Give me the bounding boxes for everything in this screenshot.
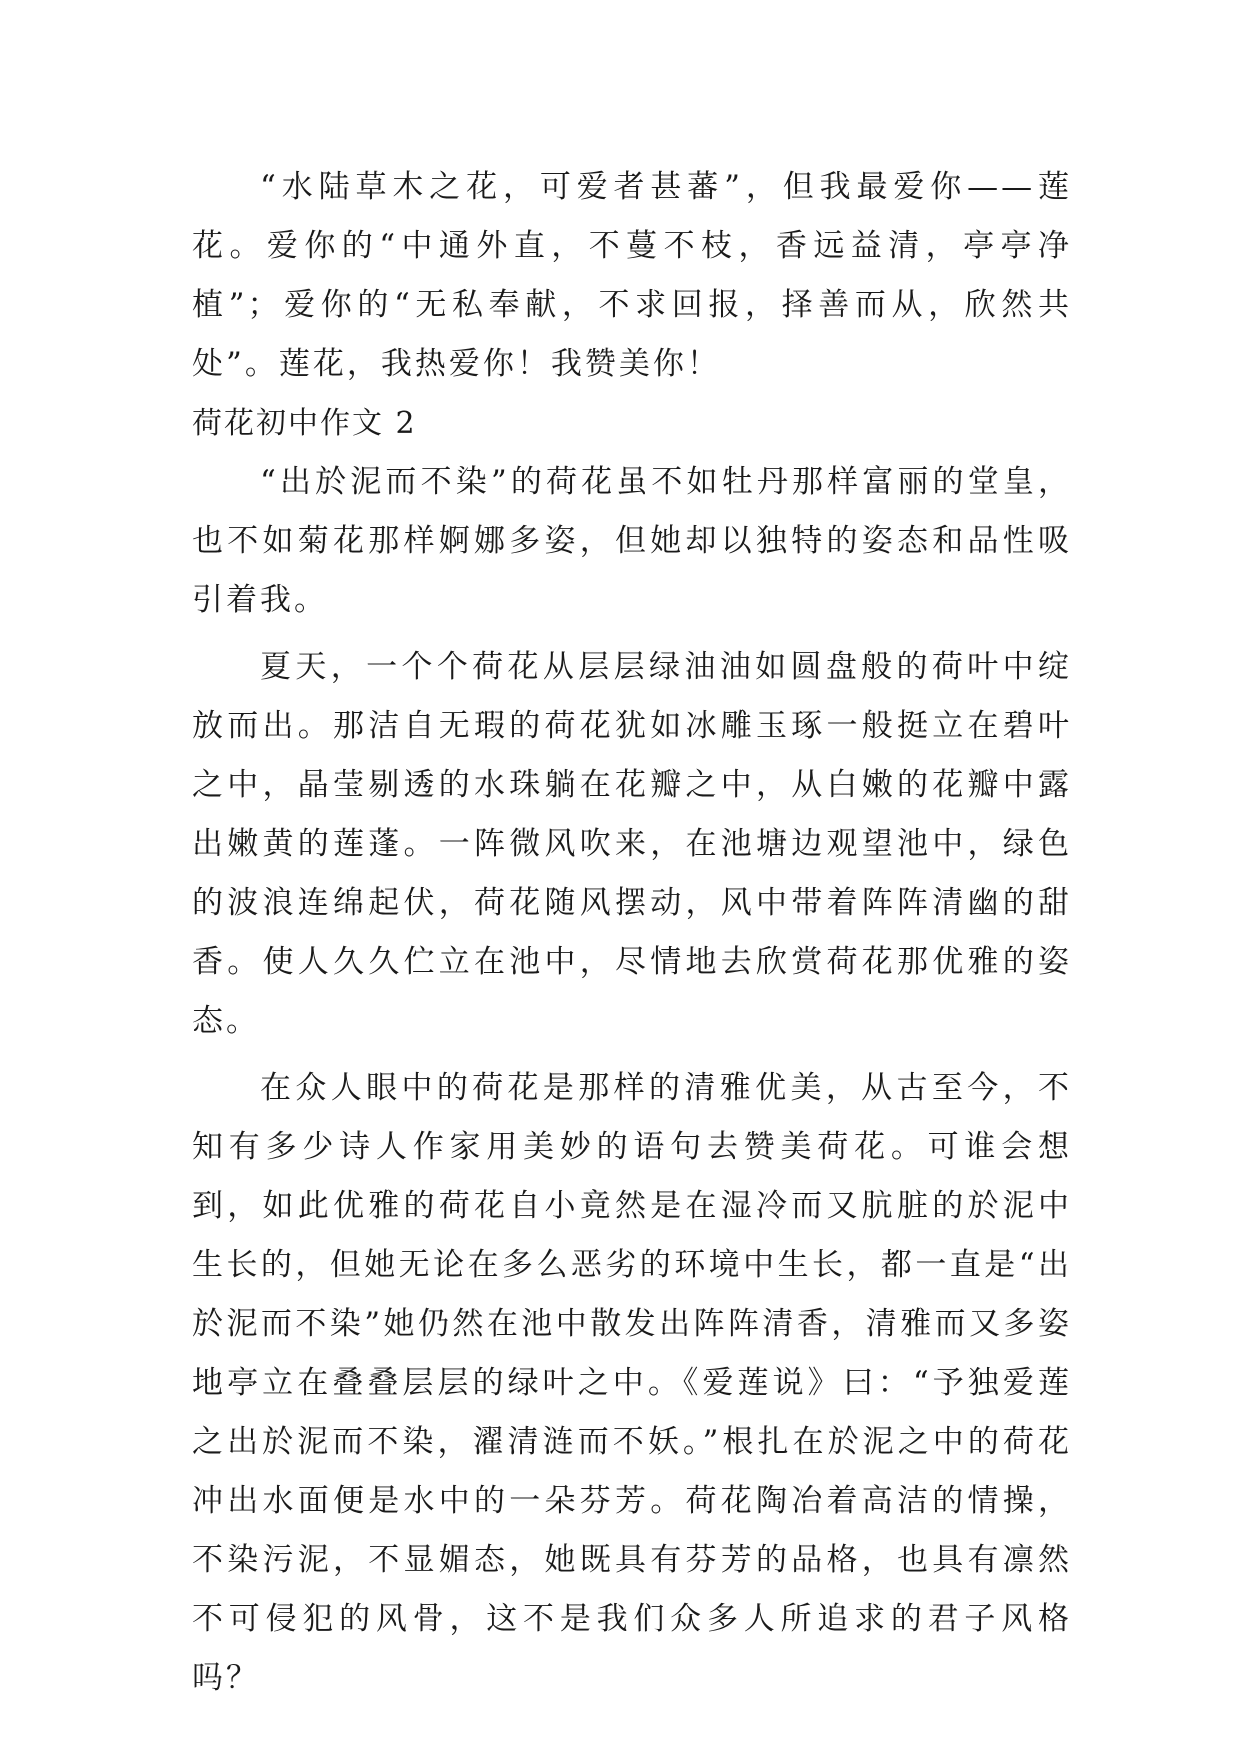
paragraph: 夏天，一个个荷花从层层绿油油如圆盘般的荷叶中绽放而出。那洁自无瑕的荷花犹如冰雕玉琢一般挺立在碧叶之中，晶莹剔透的水珠躺在花瓣之中，从白嫩的花瓣中露出嫩黄的莲蓬。一阵微风吹来，在池塘边观望池中，绿色的波浪连绵起伏，荷花随风摆动，风中带着阵阵清幽的甜香。使人久久伫立在池中，尽情地去欣赏荷花那优雅的姿态。 [192, 649, 1072, 1039]
section-heading: 荷花初中作文 2 [192, 406, 417, 441]
paragraph: “水陆草木之花，可爱者甚蕃”，但我最爱你——莲花。爱你的“中通外直，不蔓不枝，香远益清，亭亭净植”；爱你的“无私奉献，不求回报，择善而从，欣然共处”。莲花，我热爱你！我赞美你！ [192, 169, 1072, 382]
document-body [192, 158, 1072, 1708]
paragraph: “出於泥而不染”的荷花虽不如牡丹那样富丽的堂皇，也不如菊花那样婀娜多姿，但她却以独特的姿态和品性吸引着我。 [192, 464, 1072, 618]
paragraph: 在众人眼中的荷花是那样的清雅优美，从古至今，不知有多少诗人作家用美妙的语句去赞美荷花。可谁会想到，如此优雅的荷花自小竟然是在湿冷而又肮脏的於泥中生长的，但她无论在多么恶劣的环境中生长，都一直是“出於泥而不染”她仍然在池中散发出阵阵清香，清雅而又多姿地亭立在叠叠层层的绿叶之中。《爱莲说》曰：“予独爱莲之出於泥而不染，濯清涟而不妖。”根扎在於泥之中的荷花冲出水面便是水中的一朵芬芳。荷花陶冶着高洁的情操，不染污泥，不显媚态，她既具有芬芳的品格，也具有凛然不可侵犯的风骨，这不是我们众多人所追求的君子风格吗？ [192, 1070, 1072, 1696]
